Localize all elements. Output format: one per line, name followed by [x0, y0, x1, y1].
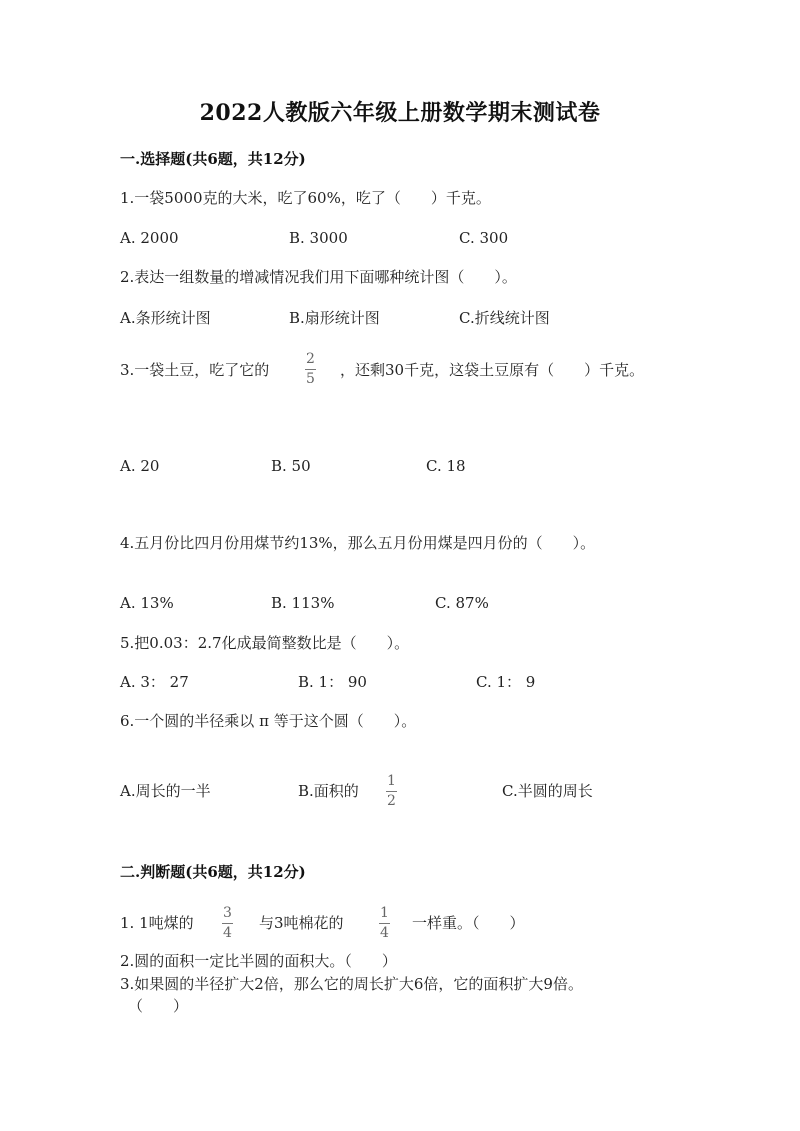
question-5-option-a: A. 3： 27: [120, 673, 189, 691]
judge-1-fraction-1: [222, 906, 233, 940]
page-title: 2022人教版六年级上册数学期末测试卷: [199, 100, 601, 126]
question-4-option-a: A. 13%: [120, 594, 174, 612]
judge-1-text-part1: 1. 1吨煤的: [120, 914, 194, 932]
question-4-text: 4.五月份比四月份用煤节约13%，那么五月份用煤是四月份的（ ）。: [120, 534, 596, 552]
question-6-fraction: [386, 774, 397, 808]
question-2-option-c: C.折线统计图: [459, 309, 550, 327]
question-1-text: 1.一袋5000克的大米，吃了60%，吃了（ ）千克。: [120, 189, 491, 207]
judge-1-fraction-2: [379, 906, 390, 940]
fraction-bar: [386, 791, 397, 792]
question-6-option-b: B.面积的: [298, 782, 359, 800]
question-1-option-c: C. 300: [459, 229, 509, 247]
question-5-option-b: B. 1： 90: [298, 673, 367, 691]
question-1-option-a: A. 2000: [120, 229, 179, 247]
judge-1-text-part3: 一样重。（ ）: [412, 914, 525, 932]
judge-3-answer-blank: （ ）: [128, 997, 189, 1015]
question-3-fraction: [305, 352, 316, 386]
question-6-option-a: A.周长的一半: [120, 782, 211, 800]
fraction-denominator: 5: [306, 371, 315, 387]
question-1-option-b: B. 3000: [289, 229, 348, 247]
judge-3-text: 3.如果圆的半径扩大2倍，那么它的周长扩大6倍，它的面积扩大9倍。: [120, 975, 583, 993]
judge-2-text: 2.圆的面积一定比半圆的面积大。（ ）: [120, 952, 397, 970]
question-6-text: 6.一个圆的半径乘以 π 等于这个圆（ ）。: [120, 712, 417, 730]
section-heading-choice: 一.选择题(共6题，共12分): [120, 150, 306, 168]
fraction-bar: [379, 923, 390, 924]
question-4-option-c: C. 87%: [435, 594, 489, 612]
question-3-option-c: C. 18: [426, 457, 466, 475]
question-2-text: 2.表达一组数量的增减情况我们用下面哪种统计图（ ）。: [120, 268, 517, 286]
question-5-text: 5.把0.03：2.7化成最简整数比是（ ）。: [120, 634, 410, 652]
question-3-option-b: B. 50: [271, 457, 311, 475]
judge-1-text-part2: 与3吨棉花的: [259, 914, 344, 932]
fraction-denominator: 4: [223, 925, 232, 941]
section-heading-judge: 二.判断题(共6题，共12分): [120, 863, 306, 881]
fraction-denominator: 2: [387, 793, 396, 809]
fraction-numerator: 1: [387, 773, 396, 789]
question-6-option-c: C.半圆的周长: [502, 782, 593, 800]
question-4-option-b: B. 113%: [271, 594, 335, 612]
fraction-denominator: 4: [380, 925, 389, 941]
question-2-option-b: B.扇形统计图: [289, 309, 380, 327]
fraction-numerator: 3: [223, 905, 232, 921]
question-5-option-c: C. 1： 9: [476, 673, 536, 691]
question-3-text-after: ，还剩30千克，这袋土豆原有（ ）千克。: [340, 361, 645, 379]
fraction-numerator: 2: [306, 351, 315, 367]
fraction-bar: [305, 369, 316, 370]
question-3-text-before: 3.一袋土豆，吃了它的: [120, 361, 270, 379]
question-3-option-a: A. 20: [120, 457, 160, 475]
fraction-numerator: 1: [380, 905, 389, 921]
fraction-bar: [222, 923, 233, 924]
question-2-option-a: A.条形统计图: [120, 309, 211, 327]
